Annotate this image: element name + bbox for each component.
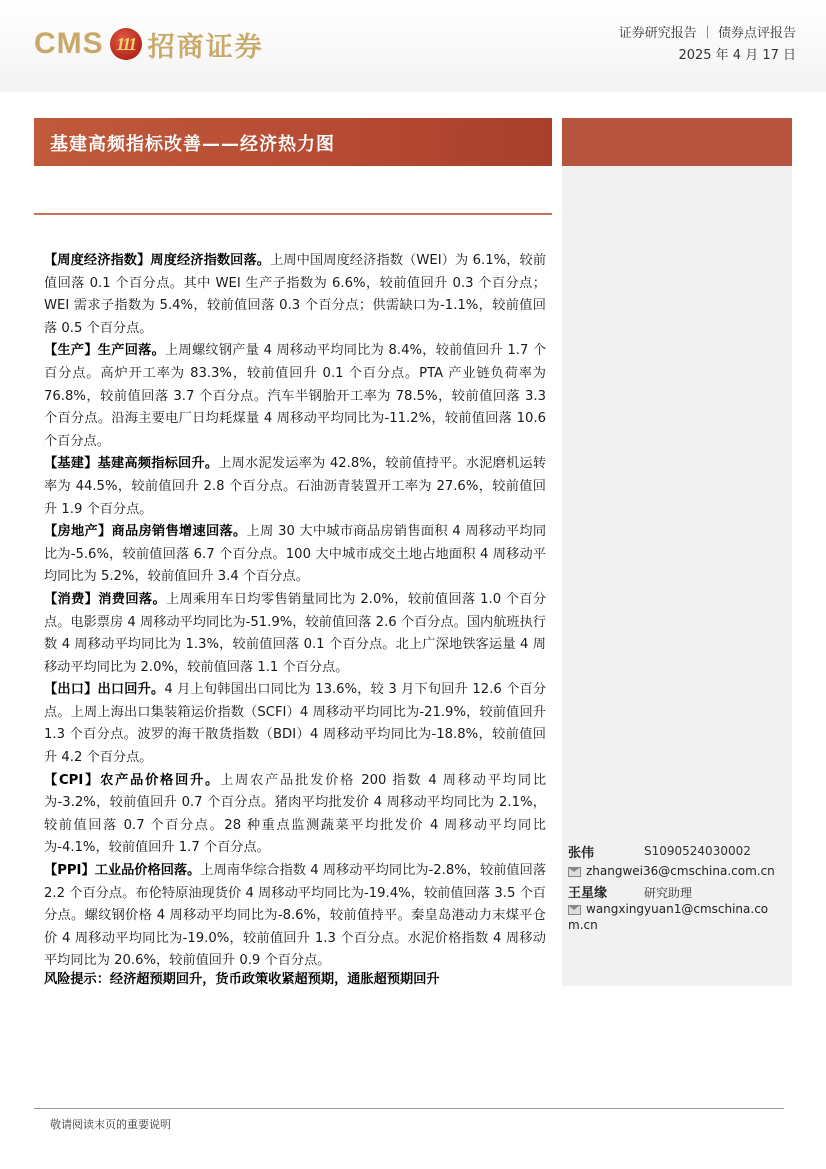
paragraph-headline: 消费回落。: [98, 591, 167, 607]
analyst-2-role: 研究助理: [644, 886, 693, 900]
analyst-1-email-row: [568, 864, 775, 878]
footer-divider: [34, 1108, 784, 1109]
mail-icon: [568, 867, 581, 877]
title-divider: [34, 213, 552, 215]
analyst-1-email[interactable]: zhangwei36@cmschina.com.cn: [586, 864, 775, 878]
paragraph-headline: 基建高频指标回升。: [97, 456, 219, 472]
paragraph-text: 上周 30 大中城市商品房销售面积 4 周移动平均同比为-5.6%，较前值回落 6.7 个百分点。100 大中城市成交土地占地面积 4 周移动平均同比为 5.2%，较前值回升 3.4 个百分点。: [44, 524, 547, 585]
paragraph-tag: 【消费】: [44, 591, 99, 607]
paragraph-consumption: [44, 589, 546, 679]
footer-disclaimer: 敬请阅读末页的重要说明: [50, 1118, 171, 1131]
paragraph-headline: 生产回落。: [97, 343, 166, 359]
paragraph-tag: 【房地产】: [44, 524, 112, 540]
paragraph-headline: 出口回升。: [97, 682, 165, 698]
paragraph-headline: 周度经济指数回落。: [150, 253, 271, 268]
report-title: 基建高频指标改善——经济热力图: [50, 134, 335, 155]
analyst-1-id: S1090524030002: [644, 844, 751, 858]
paragraph-text: 上周乘用车日均零售销量同比为 2.0%，较前值回落 1.0 个百分点。电影票房 4 周移动平均同比为-51.9%，较前值回落 2.6 个百分点。国内航班执行数 4 周移动平均同比为 1.3%，较前值回落 0.1 个百分点。北上广深地铁客运量 4 周移动平均同比为 2.0%，较前值回落 1.1 个百分点。: [44, 591, 547, 675]
logo-chinese-name: 招商证券: [147, 31, 264, 63]
report-body: [44, 250, 546, 973]
paragraph-text: 上周水泥发运率为 42.8%，较前值持平。水泥磨机运转率为 44.5%，较前值回升 2.8 个百分点。石油沥青装置开工率为 27.6%，较前值回升 1.9 个百分点。: [44, 456, 547, 517]
paragraph-headline: 工业品价格回落。: [94, 863, 201, 879]
report-date: 2025 年 4 月 17 日: [678, 48, 796, 63]
paragraph-tag: 【生产】: [44, 343, 98, 359]
analyst-2-name: 王星缘: [568, 886, 608, 901]
risk-warning: 风险提示：经济超预期回升，货币政策收紧超预期，通胀超预期回升: [44, 972, 440, 987]
paragraph-headline: 商品房销售增速回落。: [111, 524, 247, 540]
paragraph-infrastructure: [44, 453, 546, 521]
paragraph-ppi: [44, 860, 546, 973]
analyst-2-email[interactable]: wangxingyuan1@cmschina.com.cn: [568, 902, 769, 932]
paragraph-tag: 【周度经济指数】: [44, 253, 151, 268]
paragraph-real-estate: [44, 521, 546, 589]
paragraph-text: 4 月上旬韩国出口同比为 13.6%，较 3 月下旬回升 12.6 个百分点。上周上海出口集装箱运价指数（SCFI）4 周移动平均同比为-21.9%，较前值回升 1.3 个百分点。波罗的海干散货指数（BDI）4 周移动平均同比为-18.8%，较前值回升 4.2 个百分点。: [44, 682, 547, 766]
report-type: 证券研究报告 ｜ 债券点评报告: [618, 26, 796, 41]
paragraph-exports: [44, 679, 546, 769]
analyst-1-name: 张伟: [568, 846, 595, 861]
paragraph-text: 上周南华综合指数 4 周移动平均同比为-2.8%，较前值回落 2.2 个百分点。布伦特原油现货价 4 周移动平均同比为-19.4%，较前值回落 3.5 个百分点。螺纹钢价格 4 周移动平均同比为-8.6%，较前值持平。秦皇岛港动力末煤平仓价 4 周移动平均同比为-19.0%，较前值回升 1.3 个百分点。水泥价格指数 4 周移动平均同比为 20.6%，较前值回升 0.9 个百分点。: [44, 863, 547, 969]
title-banner: [34, 118, 552, 166]
paragraph-tag: 【出口】: [44, 682, 98, 698]
paragraph-headline: 农产品价格回升。: [100, 772, 221, 788]
paragraph-tag: 【PPI】: [44, 863, 95, 879]
paragraph-tag: 【基建】: [44, 456, 98, 472]
logo-cms-text: CMS: [34, 27, 104, 60]
logo-emblem-icon: [110, 28, 142, 60]
paragraph-text: 上周中国周度经济指数（WEI）为 6.1%，较前值回落 0.1 个百分点。其中 WEI 生产子指数为 6.6%，较前值回升 0.3 个百分点；WEI 需求子指数为 5.4%，较前值回落 0.3 个百分点；供需缺口为-1.1%，较前值回落 0.5 个百分点。: [44, 253, 547, 336]
sidebar-header-strip: [562, 118, 792, 166]
paragraph-tag: 【CPI】: [44, 772, 101, 788]
logo-emblem-text: 111: [116, 33, 136, 54]
paragraph-text: 上周农产品批发价格 200 指数 4 周移动平均同比为-3.2%，较前值回升 0.7 个百分点。猪肉平均批发价 4 周移动平均同比为 2.1%，较前值回落 0.7 个百分点。28 种重点监测蔬菜平均批发价 4 周移动平均同比为-4.1%，较前值回升 1.7 个百分点。: [44, 772, 547, 856]
paragraph-weekly-index: [44, 250, 546, 340]
analyst-2-email-row: [568, 901, 780, 933]
mail-icon: [568, 905, 581, 915]
company-logo: [34, 22, 264, 66]
sidebar-panel: [562, 166, 792, 986]
paragraph-text: 上周螺纹钢产量 4 周移动平均同比为 8.4%，较前值回升 1.7 个百分点。高炉开工率为 83.3%，较前值回升 0.1 个百分点。PTA 产业链负荷率为 76.8%，较前值回落 3.7 个百分点。汽车半钢胎开工率为 78.5%，较前值回落 3.3 个百分点。沿海主要电厂日均耗煤量 4 周移动平均同比为-11.2%，较前值回落 10.6 个百分点。: [44, 343, 547, 449]
paragraph-production: [44, 340, 546, 453]
paragraph-cpi: [44, 770, 546, 860]
